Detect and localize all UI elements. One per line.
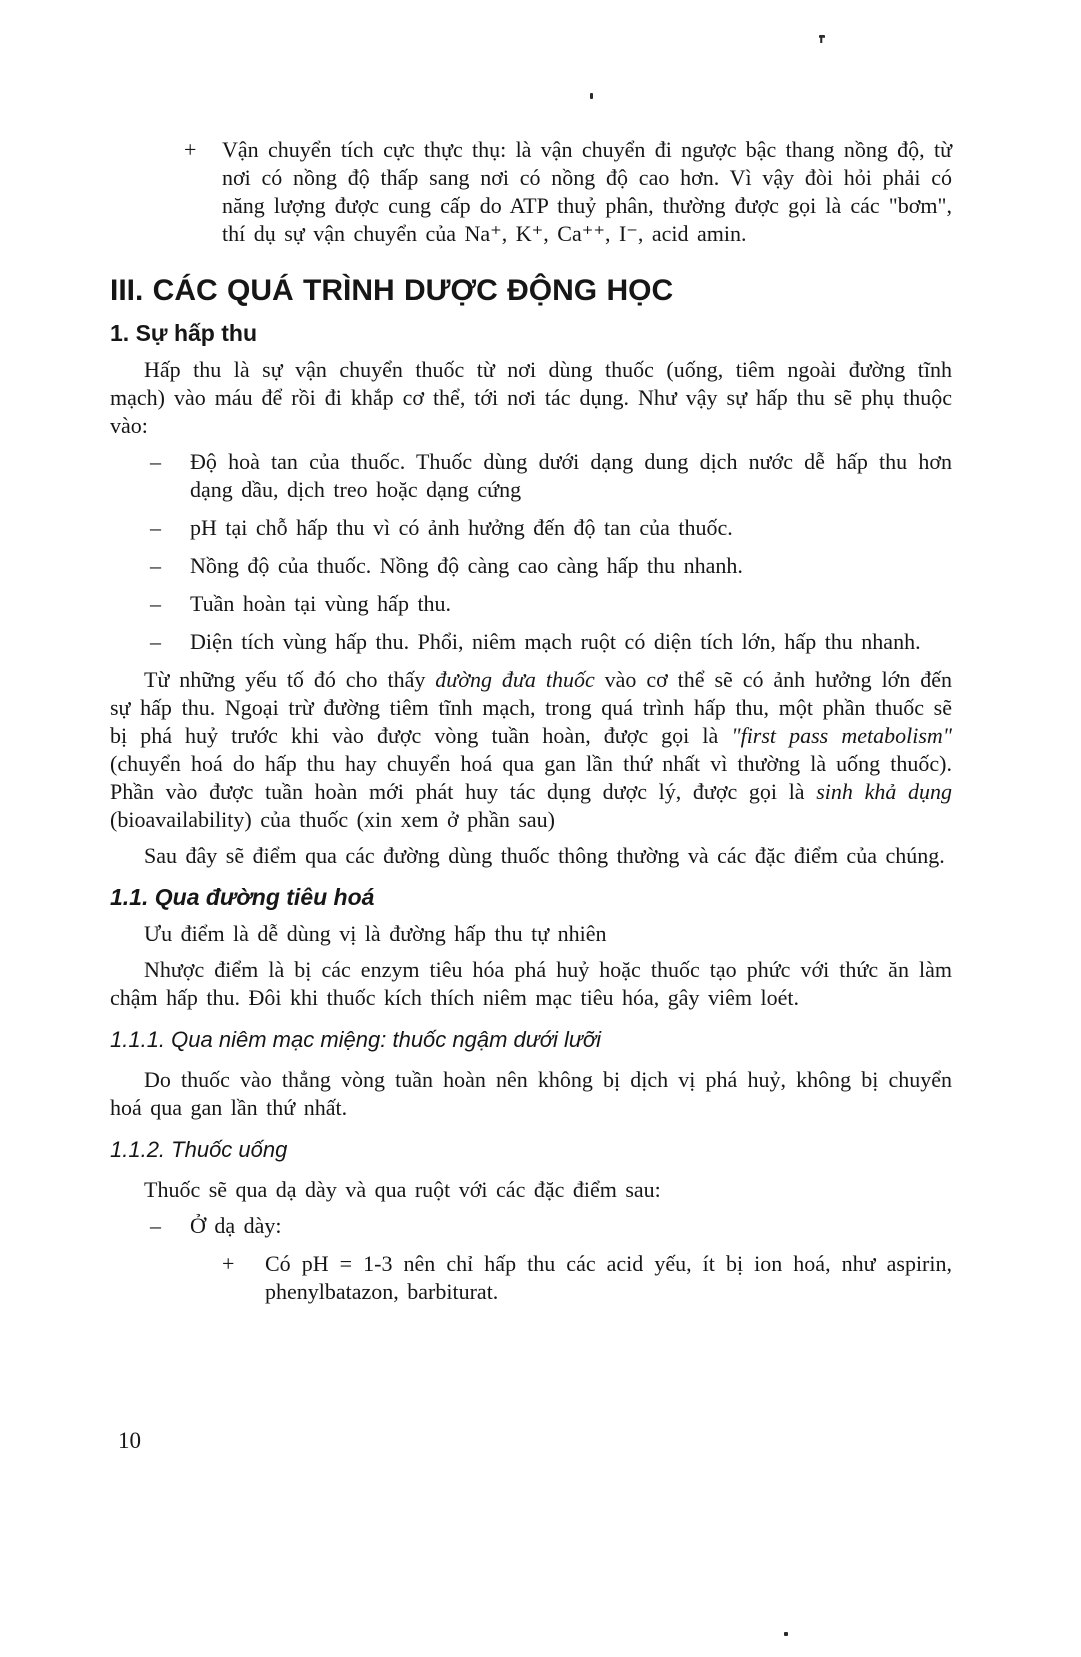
bullet-active-transport (110, 136, 952, 248)
page-number: 10 (118, 1428, 141, 1453)
factor-concentration-text: Nồng độ của thuốc. Nồng độ càng cao càng hấp thu nhanh. (190, 553, 743, 578)
factor-surface-area-text: Diện tích vùng hấp thu. Phổi, niêm mạch ruột có diện tích lớn, hấp thu nhanh. (190, 629, 921, 654)
para-routes-overview: Sau đây sẽ điểm qua các đường dùng thuốc thông thường và các đặc điểm của chúng. (144, 843, 945, 868)
factor-concentration (110, 552, 952, 580)
italic-first-pass: "first pass metabolism" (731, 723, 953, 748)
dash-bullet-marker: – (150, 449, 161, 474)
heading-oral-drug: 1.1.2. Thuốc uống (110, 1137, 288, 1162)
italic-route-term: đường đưa thuốc (435, 667, 595, 692)
factor-solubility (110, 448, 952, 504)
factor-circulation-text: Tuần hoàn tại vùng hấp thu. (190, 591, 452, 616)
route-text-segment: (chuyển hoá do hấp thu hay chuyển hoá qua gan lần thứ nhất vì thường là uống thuốc). Phần vào được tuần hoàn mới phát huy tác dụng dược lý, được gọi là (110, 751, 952, 804)
para-gi-advantage: Ưu điểm là dễ dùng vị là đường hấp thu tự nhiên (144, 921, 607, 946)
absorption-factors-list (110, 448, 952, 656)
para-gi-disadvantage: Nhược điểm là bị các enzym tiêu hóa phá huỷ hoặc thuốc tạo phức với thức ăn làm chậm hấp thu. Đôi khi thuốc kích thích niêm mạc tiêu hóa, gây viêm loét. (110, 957, 952, 1010)
dash-bullet-marker: – (150, 629, 161, 654)
italic-bioavailability: sinh khả dụng (816, 779, 952, 804)
factor-ph (110, 514, 952, 542)
para-absorption-definition: Hấp thu là sự vận chuyển thuốc từ nơi dùng thuốc (uống, tiêm ngoài đường tĩnh mạch) vào máu để rồi đi khắp cơ thể, tới nơi tác dụng. Như vậy sự hấp thu sẽ phụ thuộc vào: (110, 357, 952, 438)
scan-speck (784, 1632, 788, 1636)
bullet-stomach-ph (110, 1250, 952, 1306)
heading-oral-mucosa: 1.1.1. Qua niêm mạc miệng: thuốc ngậm dưới lưỡi (110, 1027, 602, 1052)
bullet-stomach (110, 1212, 952, 1240)
plus-bullet-marker: + (222, 1251, 235, 1276)
page-content (110, 136, 952, 1306)
factor-ph-text: pH tại chỗ hấp thu vì có ảnh hưởng đến độ tan của thuốc. (190, 515, 733, 540)
factor-surface-area (110, 628, 952, 656)
bullet-stomach-label: Ở dạ dày: (190, 1213, 282, 1238)
dash-bullet-marker: – (150, 553, 161, 578)
heading-absorption: 1. Sự hấp thu (110, 320, 257, 346)
route-text-segment: (bioavailability) của thuốc (xin xem ở phần sau) (110, 807, 556, 832)
factor-solubility-text: Độ hoà tan của thuốc. Thuốc dùng dưới dạng dung dịch nước dễ hấp thu hơn dạng dầu, dịch treo hoặc dạng cứng (190, 449, 952, 502)
para-oral-drug-intro: Thuốc sẽ qua dạ dày và qua ruột với các đặc điểm sau: (144, 1177, 661, 1202)
scan-speck (590, 93, 593, 99)
plus-bullet-marker: + (184, 137, 197, 162)
route-text-segment: vào cơ thể sẽ có ảnh hưởng lớn đến sự hấp thu. Ngoại trừ đường tiêm tĩnh mạch, trong quá trình hấp thu, một phần thuốc sẽ bị phá huỷ trước khi vào được vòng tuần hoàn, được gọi là (110, 667, 952, 748)
bullet-stomach-ph-text: Có pH = 1-3 nên chỉ hấp thu các acid yếu, ít bị ion hoá, như aspirin, phenylbatazon, barbiturat. (265, 1251, 952, 1304)
dash-bullet-marker: – (150, 515, 161, 540)
section-3-heading: III. CÁC QUÁ TRÌNH DƯỢC ĐỘNG HỌC (110, 274, 674, 307)
factor-circulation (110, 590, 952, 618)
dash-bullet-marker: – (150, 591, 161, 616)
dash-bullet-marker: – (150, 1213, 161, 1238)
bullet-active-transport-text: Vận chuyển tích cực thực thụ: là vận chuyển đi ngược bậc thang nồng độ, từ nơi có nồng độ thấp sang nơi có nồng độ cao hơn. Vì vậy đòi hỏi phải có năng lượng được cung cấp do ATP thuỷ phân, thường được gọi là các "bơm", thí dụ sự vận chuyển của Na⁺, K⁺, Ca⁺⁺, I⁻, acid amin. (222, 137, 952, 246)
para-oral-mucosa: Do thuốc vào thẳng vòng tuần hoàn nên không bị dịch vị phá huỷ, không bị chuyển hoá qua gan lần thứ nhất. (110, 1067, 952, 1120)
para-administration-route (110, 666, 952, 834)
route-text-segment: Từ những yếu tố đó cho thấy (144, 667, 436, 692)
scan-speck (819, 35, 825, 43)
heading-gi-route: 1.1. Qua đường tiêu hoá (110, 884, 375, 910)
